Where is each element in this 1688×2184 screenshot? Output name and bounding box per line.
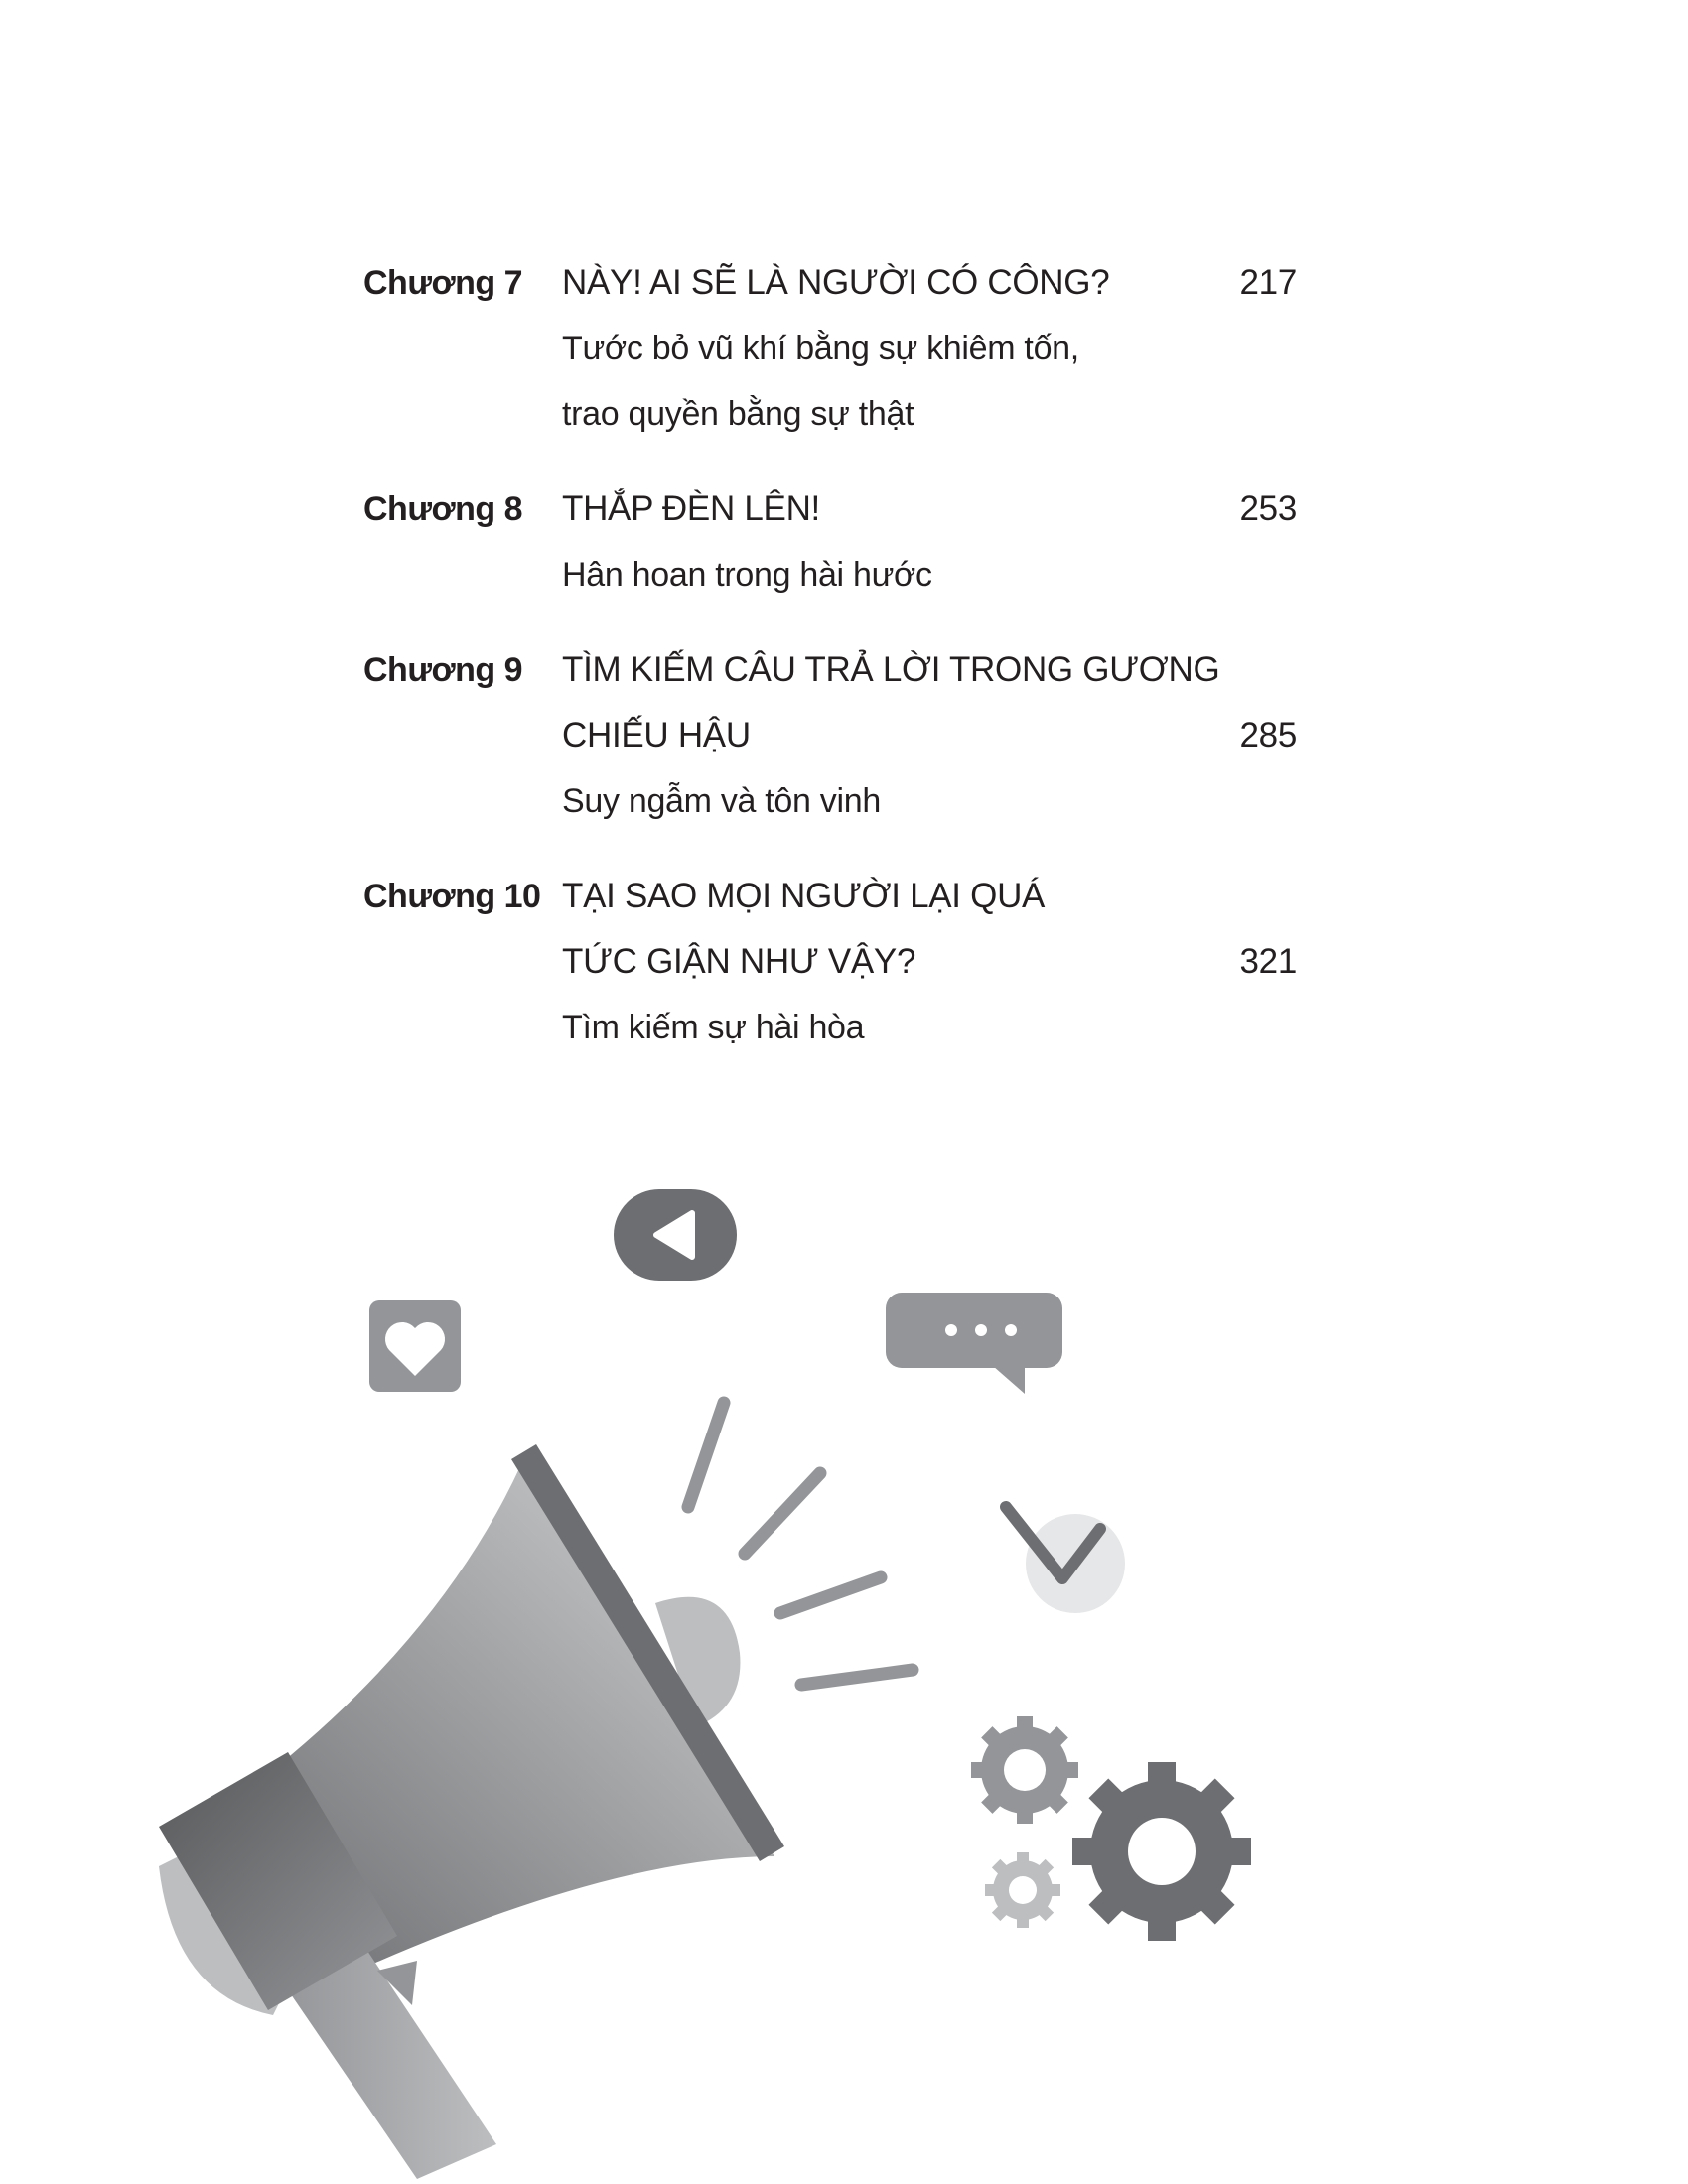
gear-icon: [971, 1716, 1078, 1824]
table-of-contents: [363, 250, 1297, 1090]
chapter-title: NÀY! AI SẼ LÀ NGƯỜI CÓ CÔNG?: [562, 263, 1110, 302]
page-number: 285: [1239, 716, 1297, 754]
megaphone-icon: [159, 1444, 784, 2179]
page-number: 217: [1239, 263, 1297, 302]
toc-entry-chapter-8[interactable]: [363, 477, 1297, 608]
gear-icon: [1072, 1762, 1251, 1941]
chapter-subtitle: Suy ngẫm và tôn vinh: [562, 782, 881, 820]
chapter-subtitle: Hân hoan trong hài hước: [562, 556, 932, 594]
chapter-subtitle: Tìm kiếm sự hài hòa: [562, 1009, 865, 1046]
page-number: 321: [1239, 942, 1297, 981]
page-number: 253: [1239, 489, 1297, 528]
megaphone-illustration: [0, 1161, 1688, 2184]
toc-entry-chapter-10[interactable]: [363, 864, 1297, 1060]
chapter-title-continued: CHIẾU HẬU: [562, 716, 751, 754]
chat-bubble-icon: [886, 1293, 1062, 1394]
chapter-label: Chương 10: [363, 878, 541, 915]
chapter-title-continued: TỨC GIẬN NHƯ VẬY?: [562, 942, 916, 981]
chapter-label: Chương 7: [363, 264, 523, 302]
chapter-label: Chương 8: [363, 490, 523, 528]
chapter-label: Chương 9: [363, 651, 523, 689]
play-back-icon: [614, 1189, 737, 1281]
chapter-title: TẠI SAO MỌI NGƯỜI LẠI QUÁ: [562, 877, 1046, 915]
heart-icon: [369, 1300, 461, 1392]
gear-icon: [985, 1852, 1060, 1928]
chapter-title: TÌM KIẾM CÂU TRẢ LỜI TRONG GƯƠNG: [562, 650, 1220, 689]
toc-entry-chapter-9[interactable]: [363, 637, 1297, 834]
check-icon: [1006, 1507, 1125, 1613]
toc-entry-chapter-7[interactable]: [363, 250, 1297, 447]
chapter-title: THẮP ĐÈN LÊN!: [562, 489, 820, 528]
chapter-subtitle: Tước bỏ vũ khí bằng sự khiêm tốn,: [562, 330, 1079, 367]
chapter-subtitle: trao quyền bằng sự thật: [562, 395, 914, 433]
